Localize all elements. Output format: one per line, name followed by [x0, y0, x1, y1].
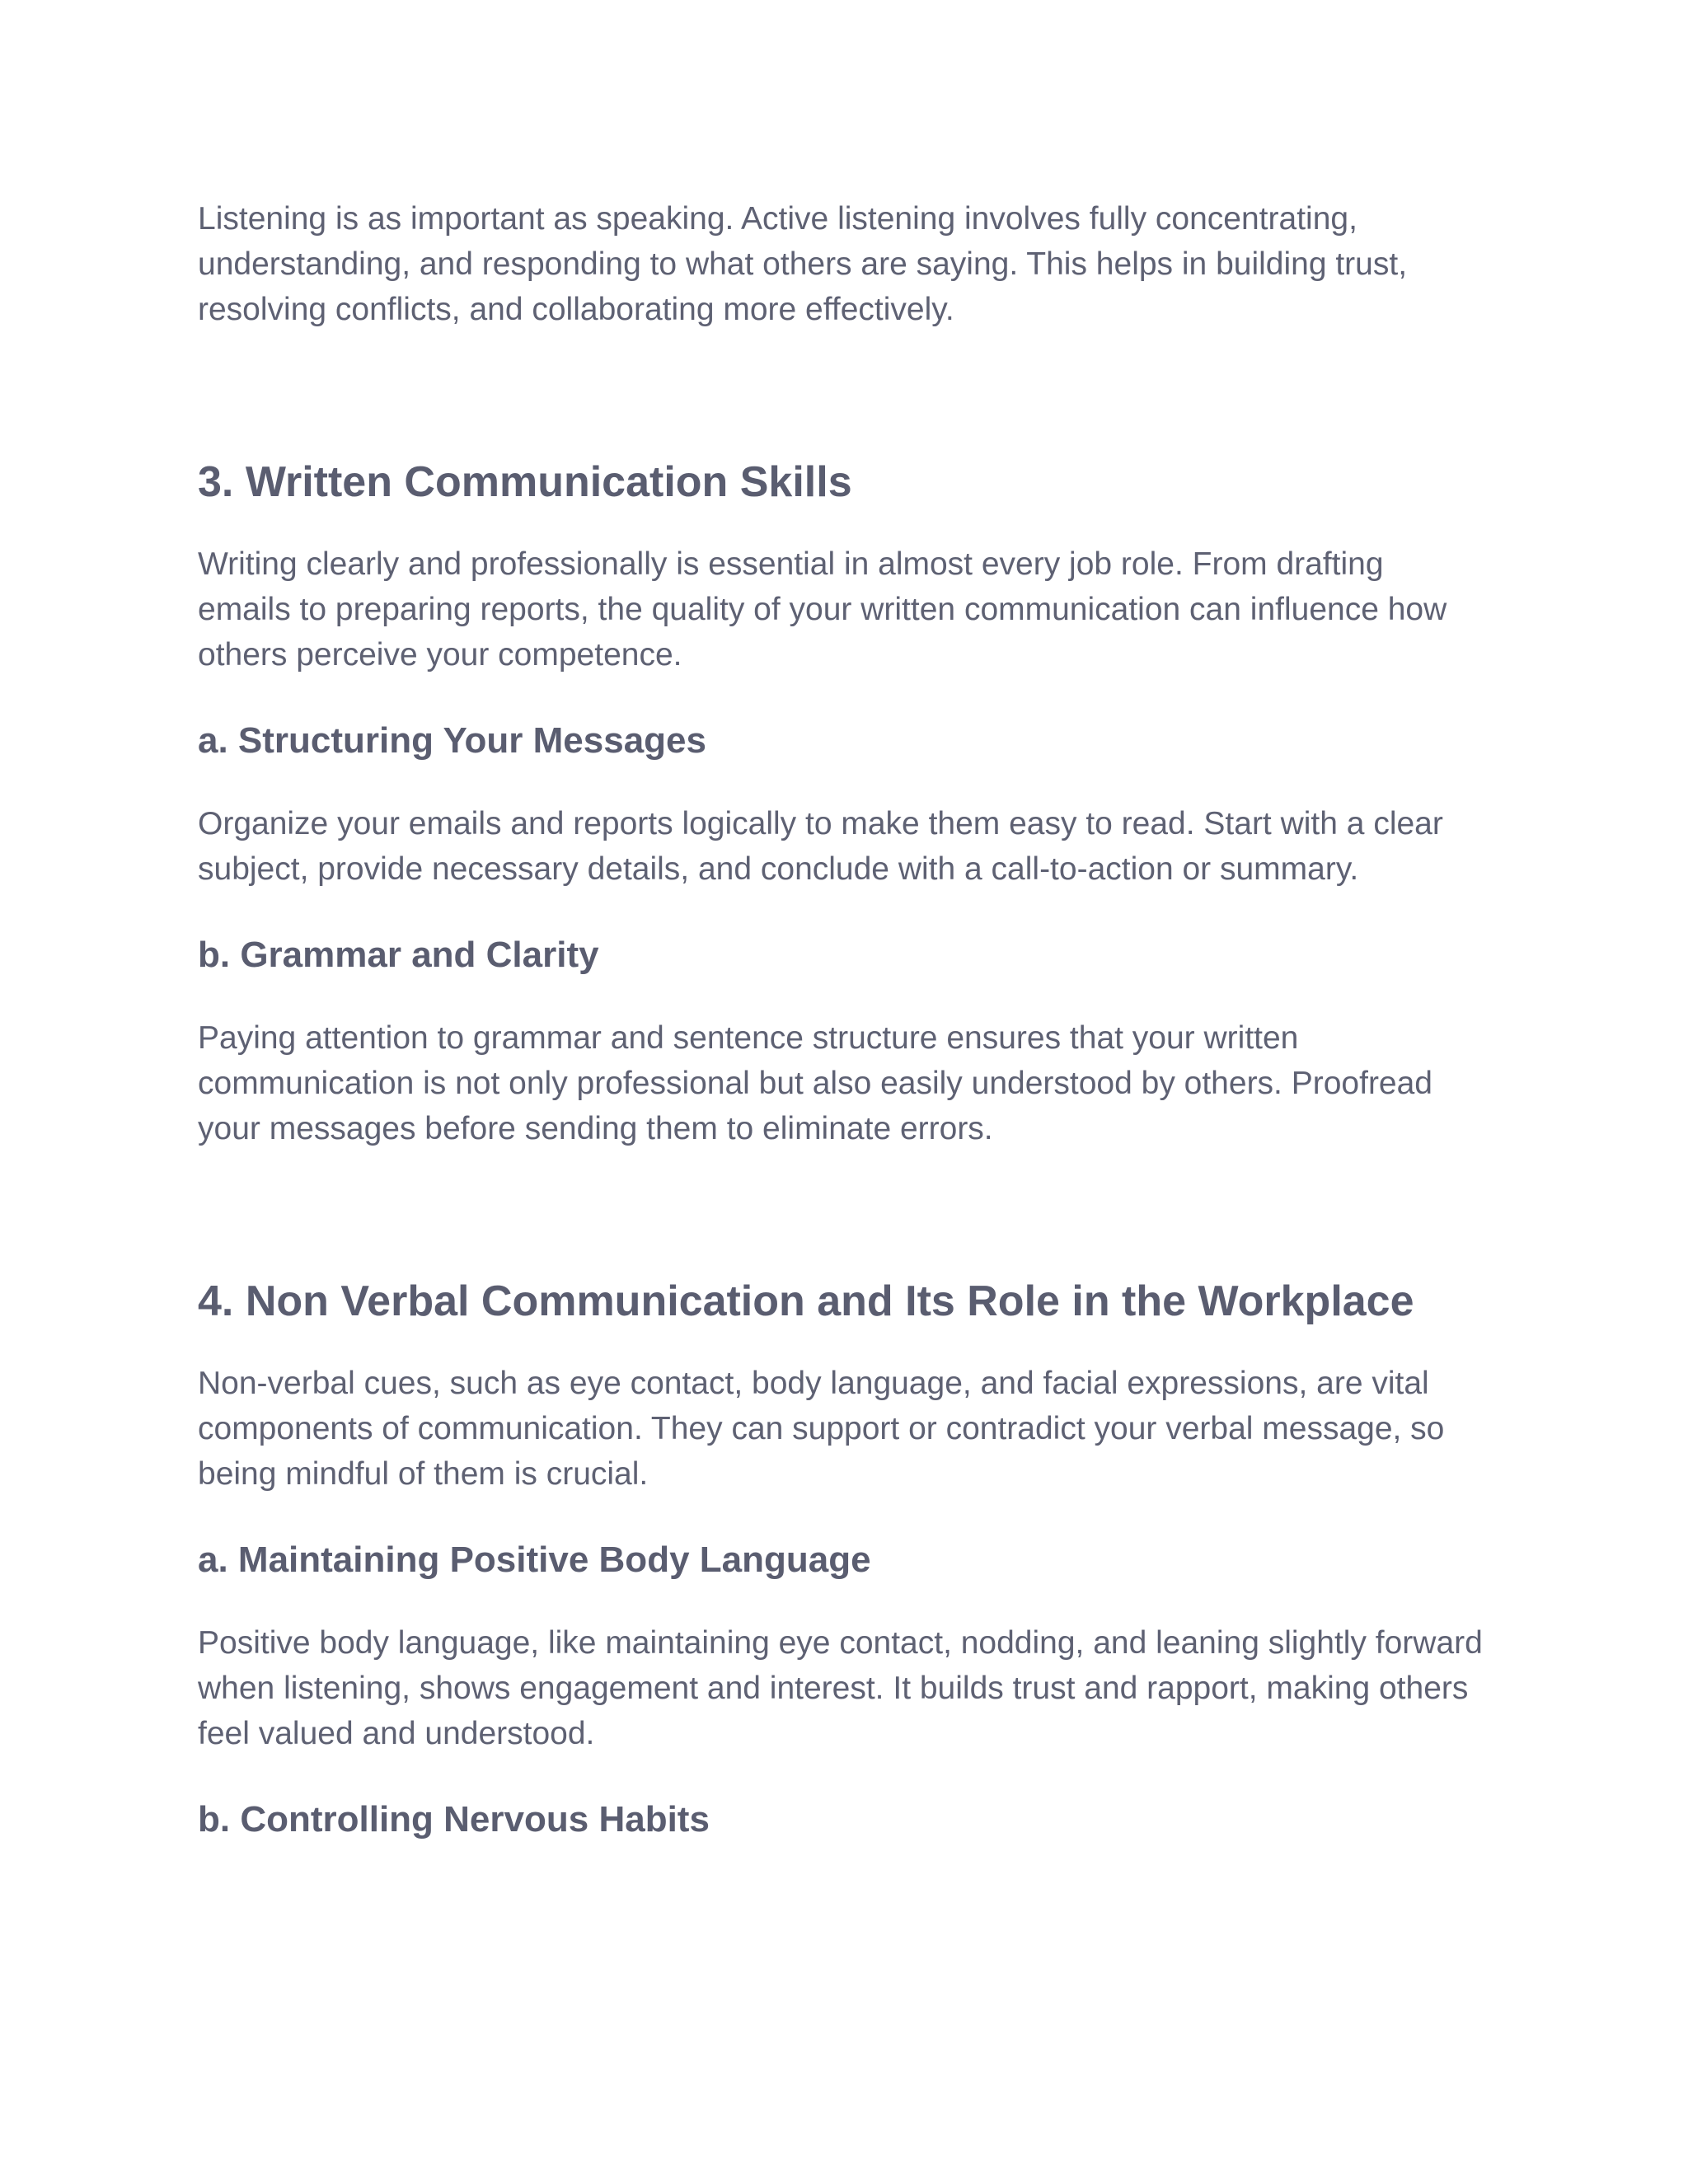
document-content	[198, 196, 1484, 1843]
intro-paragraph: Listening is as important as speaking. Active listening involves fully concentrating, understanding, and responding to what others are saying. This helps in building trust, resolving conflicts, and collaborating more effectively.	[198, 201, 1408, 327]
section-4a-paragraph: Positive body language, like maintaining eye contact, nodding, and leaning slightly forward when listening, shows engagement and interest. It builds trust and rapport, making others feel valued and understood.	[198, 1625, 1483, 1751]
section-3-paragraph: Writing clearly and professionally is essential in almost every job role. From drafting emails to preparing reports, the quality of your written communication can influence how others perceive your competence.	[198, 546, 1447, 673]
section-3b-paragraph: Paying attention to grammar and sentence structure ensures that your written communication is not only professional but also easily understood by others. Proofread your messages before sending them to eliminate errors.	[198, 1020, 1432, 1146]
section-3a-paragraph: Organize your emails and reports logically to make them easy to read. Start with a clear subject, provide necessary details, and conclude with a call-to-action or summary.	[198, 806, 1443, 887]
section-4b-heading: b. Controlling Nervous Habits	[198, 1799, 710, 1840]
section-4-heading: 4. Non Verbal Communication and Its Role in the Workplace	[198, 1277, 1414, 1325]
section-3a-heading: a. Structuring Your Messages	[198, 720, 706, 761]
section-3b-heading: b. Grammar and Clarity	[198, 935, 599, 975]
section-3-heading: 3. Written Communication Skills	[198, 458, 852, 506]
section-4a-heading: a. Maintaining Positive Body Language	[198, 1540, 871, 1580]
section-4-paragraph: Non-verbal cues, such as eye contact, body language, and facial expressions, are vital components of communication. They can support or contradict your verbal message, so being mindful of them is crucial.	[198, 1366, 1445, 1492]
